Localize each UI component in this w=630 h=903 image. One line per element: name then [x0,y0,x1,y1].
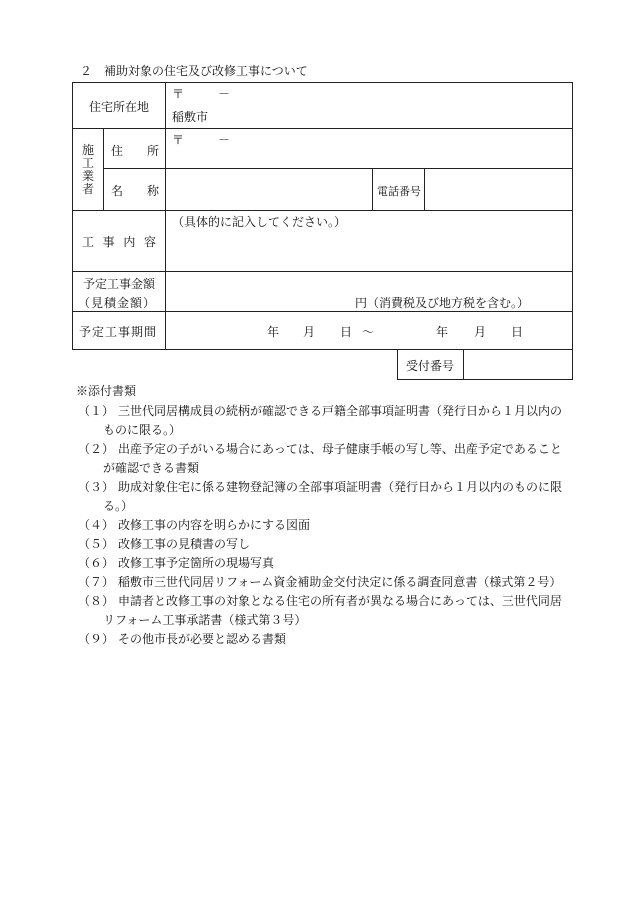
attachment-item [78,573,578,592]
period-end-year: 年 [436,325,449,339]
attachment-num: （４） [78,518,115,532]
contractor-postal-mark: 〒 [172,133,185,147]
name-label-char-1: 名 [111,184,124,198]
attachment-item [78,516,578,535]
period-start-month: 月 [303,325,316,339]
work-label-char-1: 工 [82,235,95,249]
work-content-note: （具体的に記入してください。） [172,215,347,229]
attachment-text: 改修工事の内容を明らかにする図面 [118,518,311,532]
period-end-month: 月 [474,325,487,339]
attachment-text-cont: が確認できる書類 [103,461,200,475]
attachment-text: 申請者と改修工事の対象となる住宅の所有者が異なる場合にあっては、三世代同居 [118,594,562,608]
contractor-address-label [111,142,159,159]
attachment-text-cont: る。） [103,499,134,513]
receipt-label: 受付番号 [406,359,455,373]
contractor-group-label [81,144,95,196]
attachment-text-cont: リフォーム工事承諾書（様式第３号） [103,613,307,627]
house-location-label: 住宅所在地 [89,100,150,114]
contractor-char-1: 施 [81,143,94,157]
house-city: 稲敷市 [172,110,209,124]
amount-label-line2: （見積金額） [78,296,157,310]
house-postal-dash: － [218,87,231,101]
attachment-text: 改修工事の見積書の写し [118,537,251,551]
attachment-item [78,402,578,440]
attachment-num: （６） [78,556,115,570]
amount-unit-note: 円（消費税及び地方税を含む。） [355,296,530,310]
attachment-num: （７） [78,575,115,589]
house-postal-mark: 〒 [172,87,185,101]
attachment-text: 改修工事予定箇所の現場写真 [118,556,275,570]
section-number: ２ [80,64,93,78]
address-label-char-1: 住 [111,144,124,158]
period-label: 予定工事期間 [79,325,158,339]
attachment-item [78,440,578,478]
period-end-day: 日 [511,325,524,339]
attachment-num: （１） [78,404,115,418]
attachment-text: 助成対象住宅に係る建物登記簿の全部事項証明書（発行日から１月以内のものに限 [118,480,563,494]
attachment-num: （３） [78,480,115,494]
attachment-item [78,554,578,573]
attachments-list [78,402,578,649]
attachment-text: 三世代同居構成員の続柄が確認できる戸籍全部事項証明書（発行日から１月以内の [118,404,563,418]
attachment-item [78,478,578,516]
attachment-text: 稲敷市三世代同居リフォーム資金補助金交付決定に係る調査同意書（様式第２号） [118,575,562,589]
amount-label-line1: 予定工事金額 [83,277,156,291]
phone-label: 電話番号 [377,185,421,198]
attachment-num: （９） [78,632,115,646]
contractor-char-3: 業 [81,169,94,183]
contractor-char-4: 者 [81,182,94,196]
address-label-char-2: 所 [146,144,159,158]
attachment-num: （５） [78,537,115,551]
attachment-item [78,535,578,554]
work-label-char-2: 事 [102,235,115,249]
work-label-char-3: 内 [123,235,136,249]
attachment-item [78,592,578,630]
period-start-day: 日 [340,325,353,339]
attachment-text-cont: ものに限る。） [103,423,182,437]
receipt-value-cell[interactable] [463,349,573,380]
contractor-char-2: 工 [81,156,94,170]
contractor-postal-dash: － [218,133,231,147]
contractor-name-value-cell[interactable] [165,168,373,211]
section-title: 補助対象の住宅及び改修工事について [104,64,308,78]
attachment-text: その他市長が必要と認める書類 [118,632,287,646]
phone-value-cell[interactable] [424,168,573,211]
attachment-num: （８） [78,594,115,608]
contractor-name-label [111,182,159,199]
attachment-item [78,630,578,649]
name-label-char-2: 称 [146,184,159,198]
attachments-heading: ※添付書類 [76,384,137,398]
period-start-year: 年 [267,325,280,339]
work-label-char-4: 容 [143,235,156,249]
work-content-label [82,233,156,250]
attachment-num: （２） [78,442,115,456]
attachment-text: 出産予定の子がいる場合にあっては、母子健康手帳の写し等、出産予定であること [118,442,562,456]
period-tilde: ～ [362,325,375,339]
